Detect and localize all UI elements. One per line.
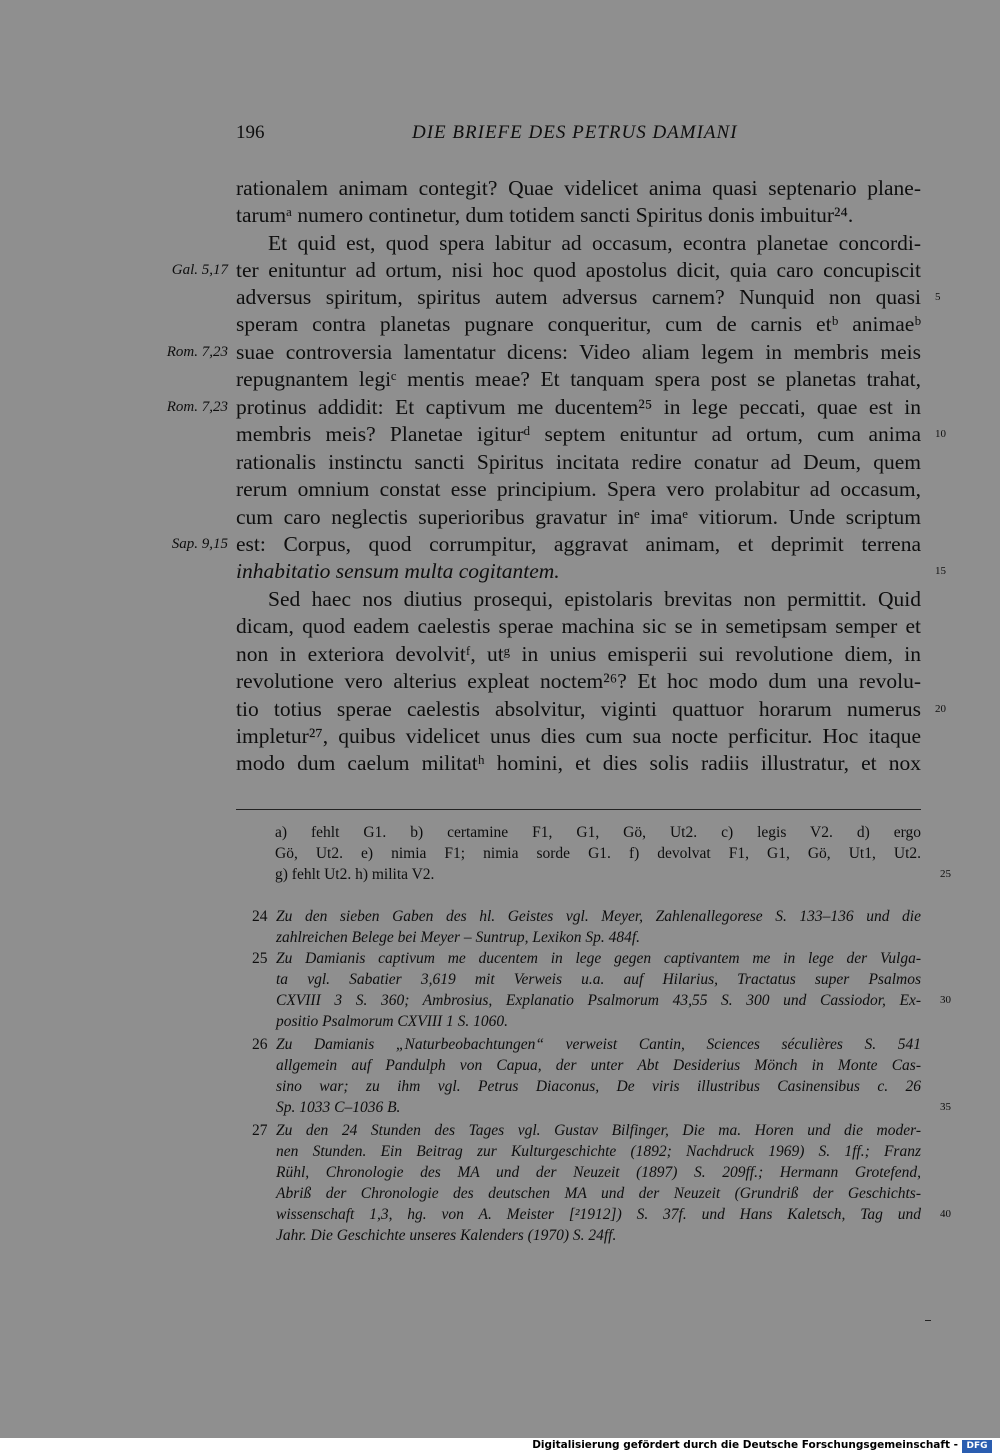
footnote-line: nen Stunden. Ein Beitrag zur Kulturgeschichte (1892; Nachdruck 1969) S. 1ff.; Franz <box>276 1143 921 1160</box>
line-number: 40 <box>940 1208 951 1220</box>
text-line: cum caro neglectis superioribus gravatur inᵉ imaᵉ vitiorum. Unde scriptum <box>236 505 921 529</box>
footnote-line: wissenschaft 1,3, hg. von A. Meister [²1912]) S. 37f. und Hans Kaletsch, Tag und <box>276 1206 921 1223</box>
footnote-line: zahlreichen Belege bei Meyer – Suntrup, Lexikon Sp. 484f. <box>276 929 641 946</box>
margin-reference: Rom. 7,23 <box>166 344 228 360</box>
text-line: revolutione vero alterius expleat noctem²⁶? Et hoc modo dum una revolu- <box>236 669 921 693</box>
text-line: rationalis instinctu sancti Spiritus incitata redire conatur ad Deum, quem <box>236 450 921 474</box>
text-line: repugnantem legiᶜ mentis meae? Et tanquam spera post se planetas trahat, <box>236 367 921 391</box>
text-line: membris meis? Planetae igiturᵈ septem enituntur ad ortum, cum anima <box>236 422 921 446</box>
footnote-text: Zu Damianis captivum me ducentem in lege gegen captivantem me in lege der Vulga- <box>276 950 921 967</box>
text-line: ter enituntur ad ortum, nisi hoc quod apostolus dicit, quia caro concupiscit <box>236 258 921 282</box>
text-line: est: Corpus, quod corrumpitur, aggravat animam, et deprimit terrena <box>236 532 921 556</box>
footnote-text: Zu den 24 Stunden des Tages vgl. Gustav Bilfinger, Die ma. Horen und die moder- <box>276 1122 921 1139</box>
text-line: modo dum caelum militatʰ homini, et dies solis radiis illustratur, et nox <box>236 751 921 775</box>
footnote-line <box>252 1120 921 1141</box>
footnote-line: Abriß der Chronologie des deutschen MA und der Neuzeit (Grundriß der Geschichts- <box>276 1185 921 1202</box>
text-line: rationalem animam contegit? Quae videlicet anima quasi septenario plane- <box>236 176 921 200</box>
line-number: 20 <box>935 703 946 715</box>
margin-reference: Gal. 5,17 <box>171 262 228 278</box>
dfg-logo: DFG <box>962 1440 992 1453</box>
footnote-text: Zu Damianis „Naturbeobachtungen“ verweist Cantin, Sciences séculières S. 541 <box>276 1036 921 1053</box>
text-line: tio totius sperae caelestis absolvitur, viginti quattuor horarum numerus <box>236 697 921 721</box>
apparatus-line: a) fehlt G1. b) certamine F1, G1, Gö, Ut2. c) legis V2. d) ergo <box>275 824 921 841</box>
footer-credit: Digitalisierung gefördert durch die Deutsche Forschungsgemeinschaft - <box>532 1439 958 1451</box>
text-line: Sed haec nos diutius prosequi, epistolaris brevitas non permittit. Quid <box>268 587 921 611</box>
text-line: non in exteriora devolvitᶠ, utᵍ in unius emisperii sui revolutione diem, in <box>236 642 921 666</box>
footnote-line: sino war; zu ihm vgl. Petrus Diaconus, De viris illustribus Casinensibus c. 26 <box>276 1078 921 1095</box>
footnote-text: Zu den sieben Gaben des hl. Geistes vgl. Meyer, Zahlenallegorese S. 133–136 und die <box>276 908 921 925</box>
text-line: suae controversia lamentatur dicens: Video aliam legem in membris meis <box>236 340 921 364</box>
footnote-number: 27 <box>252 1122 268 1139</box>
footnote-line <box>252 948 921 969</box>
footnote-line <box>252 906 921 927</box>
text-line: dicam, quod eadem caelestis sperae machina sic se in semetipsam semper et <box>236 614 921 638</box>
line-number: 25 <box>940 868 951 880</box>
apparatus-line: Gö, Ut2. e) nimia F1; nimia sorde G1. f) devolvat F1, G1, Gö, Ut1, Ut2. <box>275 845 921 862</box>
text-line: adversus spiritum, spiritus autem adversus carnem? Nunquid non quasi <box>236 285 921 309</box>
footnote-line: Rühl, Chronologie des MA und der Neuzeit (1897) S. 209ff.; Hermann Grotefend, <box>276 1164 921 1181</box>
line-number: 15 <box>935 565 946 577</box>
line-number: 35 <box>940 1101 951 1113</box>
footnote-number: 25 <box>252 950 268 967</box>
footnote-number: 24 <box>252 908 268 925</box>
footnote-line <box>252 1034 921 1055</box>
footnote-number: 26 <box>252 1036 268 1053</box>
text-line: Et quid est, quod spera labitur ad occasum, econtra planetae concordi- <box>268 231 921 255</box>
footnote-line: allgemein auf Pandulph von Capua, der unter Abt Desiderius Mönch in Monte Cas- <box>276 1057 921 1074</box>
apparatus-line: g) fehlt Ut2. h) milita V2. <box>275 866 435 883</box>
footnote-line: positio Psalmorum CXVIII 1 S. 1060. <box>276 1013 509 1030</box>
running-title: DIE BRIEFE DES PETRUS DAMIANI <box>412 122 738 143</box>
page-number: 196 <box>236 122 265 143</box>
margin-reference: Sap. 9,15 <box>171 536 228 552</box>
text-line: tarumᵃ numero continetur, dum totidem sancti Spiritus donis imbuitur²⁴. <box>236 203 854 227</box>
page-mark <box>925 1320 931 1321</box>
line-number: 5 <box>935 291 941 303</box>
text-line: speram contra planetas pugnare conqueritur, cum de carnis etᵇ animaeᵇ <box>236 312 921 336</box>
footnote-line: Jahr. Die Geschichte unseres Kalenders (1970) S. 24ff. <box>276 1227 617 1244</box>
line-number: 30 <box>940 994 951 1006</box>
footnote-line: ta vgl. Sabatier 3,619 mit Verweis u.a. auf Hilarius, Tractatus super Psalmos <box>276 971 921 988</box>
footnote-line: CXVIII 3 S. 360; Ambrosius, Explanatio Psalmorum 43,55 S. 300 und Cassiodor, Ex- <box>276 992 921 1009</box>
text-line: rerum omnium constat esse principium. Spera vero prolabitur ad occasum, <box>236 477 921 501</box>
text-line: impletur²⁷, quibus videlicet unus dies cum sua nocte perficitur. Hoc itaque <box>236 724 921 748</box>
text-line: inhabitatio sensum multa cogitantem. <box>236 559 560 583</box>
text-line: protinus addidit: Et captivum me ducentem²⁵ in lege peccati, quae est in <box>236 395 921 419</box>
margin-reference: Rom. 7,23 <box>166 399 228 415</box>
footnote-separator <box>236 809 921 810</box>
line-number: 10 <box>935 428 946 440</box>
footnote-line: Sp. 1033 C–1036 B. <box>276 1099 401 1116</box>
